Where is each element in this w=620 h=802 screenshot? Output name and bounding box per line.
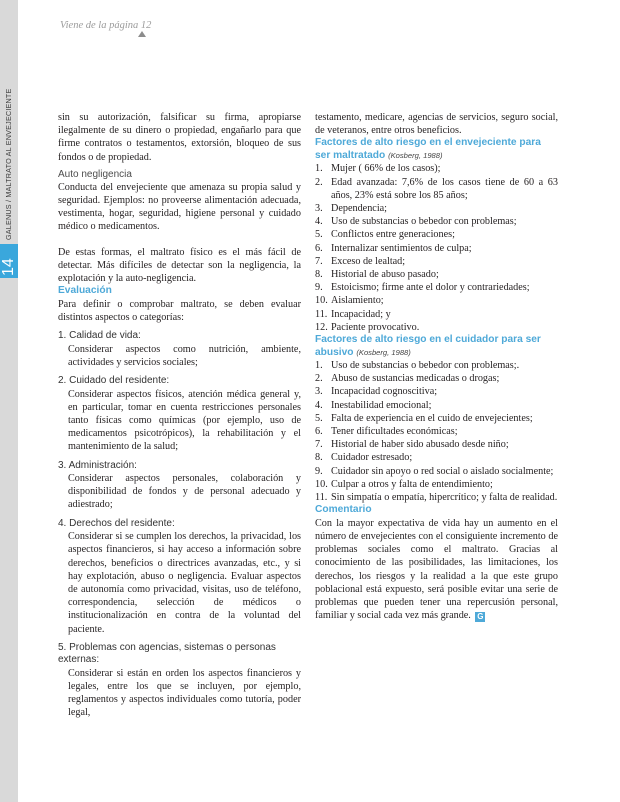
left-column <box>58 111 301 720</box>
evaluation-intro: Para definir o comprobar maltrato, se deben evaluar distintos aspectos o categorías: <box>58 298 301 323</box>
category-title: 5. Problemas con agencias, sistemas o personas externas: <box>58 641 276 666</box>
list-item: 4. Inestabilidad emocional; <box>315 399 432 411</box>
neglect-text: Conducta del envejeciente que amenaza su propia salud y seguridad. Ejemplos: no proveerse alimentación adecuada, vestimenta, hogar, seguridad, higiene personal y cuidado médico o medicamentos. <box>58 181 301 233</box>
list-item: 3. Incapacidad cognoscitiva; <box>315 386 438 398</box>
right-intro: testamento, medicare, agencias de servicios, seguro social, de veteranos, entre otros beneficios. <box>315 112 558 137</box>
category-title: 3. Administración: <box>58 459 137 471</box>
list-item: 1. Uso de substancias o bebedor con problemas;. <box>315 360 520 372</box>
list-item: 6. Internalizar sentimientos de culpa; <box>315 242 472 254</box>
category-text: Considerar aspectos físicos, atención médica general y, en particular, tomar en cuenta restricciones personales tanto físicas como químicas (por ejemplo, uso de medicamentos psicotrópicos), la rehabilitación y el mantenimiento de la salud; <box>68 388 301 453</box>
list-item: 2. Edad avanzada: 7,6% de los casos tiene de 60 a 63 años, 23% está sobre los 85 años; <box>315 176 558 201</box>
list-item: 5. Falta de experiencia en el cuido de envejecientes; <box>315 412 533 424</box>
category-text: Considerar aspectos personales, colaboración y disponibilidad de fondos y de personal adecuado y adiestrado; <box>68 473 301 511</box>
elder-risk-list <box>315 162 558 334</box>
comment-heading: Comentario <box>315 504 372 516</box>
category-item <box>58 642 301 720</box>
arrow-up-icon <box>138 31 146 37</box>
list-item: 9. Cuidador sin apoyo o red social o aislado socialmente; <box>315 465 554 477</box>
category-text: Considerar si se cumplen los derechos, la privacidad, los aspectos financieros, si hay acceso a información sobre derechos, beneficios o directrices avanzadas, etc., y si hay explotación, abuso o negligencia. Evaluar aspectos de autonomía como privacidad, visitas, uso de teléfono, correspondencia, selección de médicos o institucionalización en contra de la voluntad del paciente. <box>68 531 301 635</box>
category-item <box>58 375 301 454</box>
list-item: 8. Cuidador estresado; <box>315 452 413 464</box>
caregiver-risk-heading <box>315 334 558 359</box>
list-item: 10. Aislamiento; <box>315 295 384 307</box>
category-text: Considerar si están en orden los aspectos financieros y legales, entre los que se incluyen, por ejemplo, reglamentos y aspectos individuales como tutoría, poder legal, <box>68 667 301 719</box>
forms-paragraph: De estas formas, el maltrato físico es el más fácil de detectar. Más difíciles de detectar son la negligencia, la explotación y la auto-negligencia. <box>58 246 301 285</box>
list-item: 7. Exceso de lealtad; <box>315 255 406 267</box>
category-item <box>58 330 301 369</box>
list-item: 3. Dependencia; <box>315 203 388 215</box>
list-item: 6. Tener dificultades económicas; <box>315 426 458 438</box>
evaluation-heading: Evaluación <box>58 285 112 297</box>
neglect-title: Auto negligencia <box>58 168 132 180</box>
list-item: 12. Paciente provocativo. <box>315 321 420 333</box>
category-title: 1. Calidad de vida: <box>58 330 141 342</box>
galenus-end-mark-icon: G <box>477 612 484 622</box>
list-item: 4. Uso de substancias o bebedor con problemas; <box>315 216 517 228</box>
page-number: 14 <box>0 244 18 278</box>
caregiver-risk-heading-text: Factores de alto riesgo en el cuidador para ser abusivo <box>315 334 541 358</box>
elder-risk-heading <box>315 137 558 162</box>
caregiver-risk-list <box>315 359 558 504</box>
list-item: 8. Historial de abuso pasado; <box>315 269 439 281</box>
category-text: Considerar aspectos como nutrición, ambiente, actividades y servicios sociales; <box>68 343 301 368</box>
category-item <box>58 518 301 636</box>
caregiver-risk-citation: (Kosberg, 1988) <box>356 347 411 357</box>
elder-risk-heading-text: Factores de alto riesgo en el envejeciente para ser maltratado <box>315 137 541 161</box>
continued-from-note: Viene de la página 12 <box>60 20 152 31</box>
elder-risk-citation: (Kosberg, 1988) <box>388 150 443 160</box>
list-item: 2. Abuso de sustancias medicadas o drogas; <box>315 373 500 385</box>
list-item: 5. Conflictos entre generaciones; <box>315 229 455 241</box>
list-item: 10. Culpar a otros y falta de entendimiento; <box>315 478 493 490</box>
list-item: 11. Sin simpatía o empatía, hipercrítico; y falta de realidad. <box>315 492 558 504</box>
list-item: 7. Historial de haber sido abusado desde niño; <box>315 439 509 451</box>
category-title: 4. Derechos del residente: <box>58 517 175 529</box>
right-column <box>315 111 558 622</box>
comment-paragraph: Con la mayor expectativa de vida hay un aumento en el número de envejecientes con el consiguiente incremento de problemas sociales como el maltrato. Gracias al conocimiento de las posibilidades, las limitaciones, los derechos, los riesgos y la realidad a la que este grupo poblacional está expuesto, será posible evitar una serie de problemas que pueden tener una repercusión personal, familiar y social cada vez más grande. G <box>315 517 558 622</box>
list-item: 11. Incapacidad; y <box>315 308 391 320</box>
left-intro: sin su autorización, falsificar su firma, apropiarse ilegalmente de su dinero o propiedad, engañarlo para que firme contratos o testamentos, extorsión, bloqueo de sus fondos o de propiedad. <box>58 112 301 163</box>
category-item <box>58 460 301 512</box>
category-title: 2. Cuidado del residente: <box>58 375 170 387</box>
list-item: 9. Estoicismo; firme ante el dolor y contrariedades; <box>315 282 530 294</box>
list-item: 1. Mujer ( 66% de los casos); <box>315 163 441 175</box>
